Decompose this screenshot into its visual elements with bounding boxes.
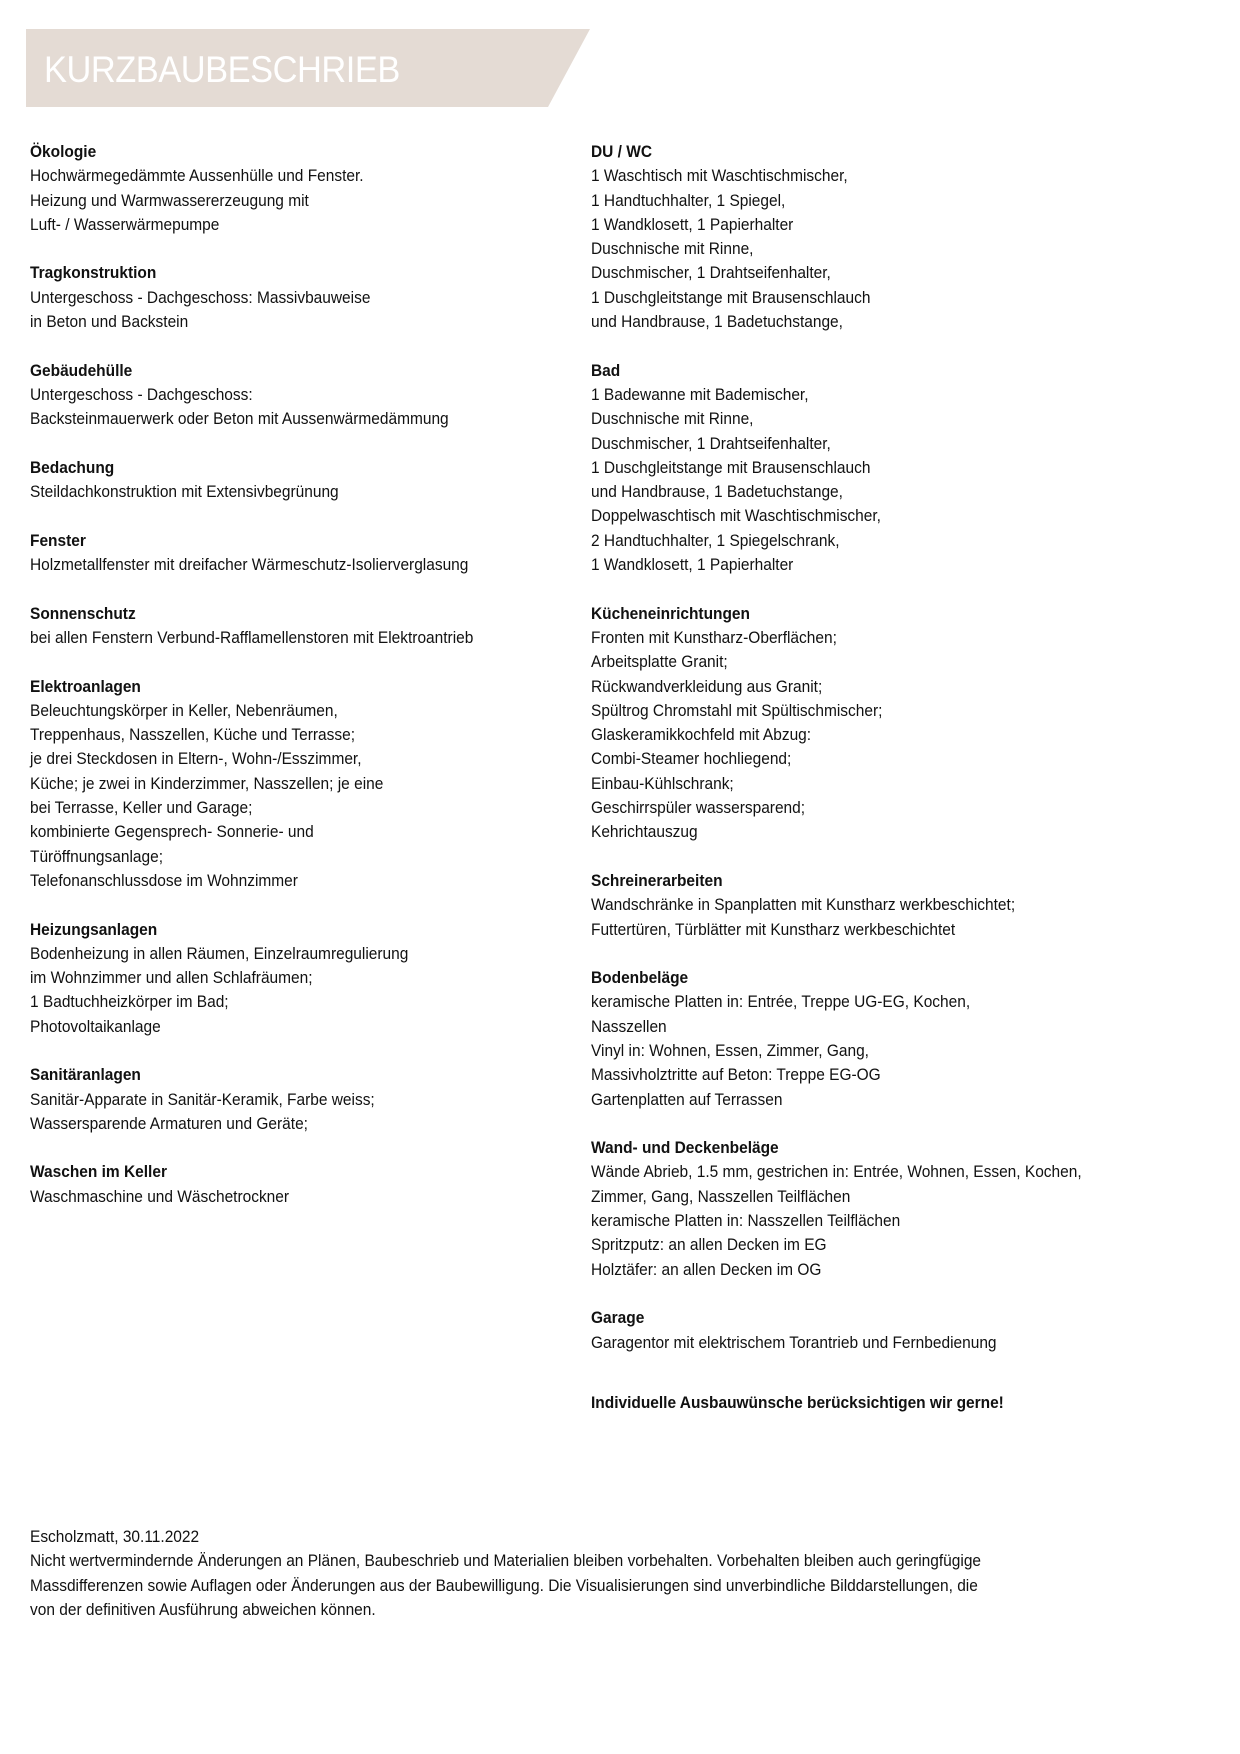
section-title: DU / WC bbox=[591, 143, 653, 161]
section-line: Massivholztritte auf Beton: Treppe EG-OG bbox=[591, 1066, 881, 1085]
spec-section bbox=[591, 602, 1211, 845]
section-line: Waschmaschine und Wäschetrockner bbox=[30, 1187, 290, 1206]
section-line: Doppelwaschtisch mit Waschtischmischer, bbox=[591, 507, 881, 526]
section-line: im Wohnzimmer und allen Schlafräumen; bbox=[30, 969, 313, 988]
section-title: Bodenbeläge bbox=[591, 969, 689, 988]
closing-note: Individuelle Ausbauwünsche berücksichtigen wir gerne! bbox=[591, 1393, 1004, 1412]
section-line: 2 Handtuchhalter, 1 Spiegelschrank, bbox=[591, 531, 840, 550]
disclaimer-line: Nicht wertvermindernde Änderungen an Plänen, Baubeschrieb und Materialien bleiben vorbehalten. Vorbehalten bleiben auch geringfügige bbox=[30, 1552, 982, 1571]
section-line: und Handbrause, 1 Badetuchstange, bbox=[591, 483, 843, 502]
section-line: Duschnische mit Rinne, bbox=[591, 410, 754, 429]
section-line: Combi-Steamer hochliegend; bbox=[591, 750, 792, 769]
spec-section bbox=[30, 456, 570, 505]
section-line: Küche; je zwei in Kinderzimmer, Nasszellen; je eine bbox=[30, 774, 384, 793]
section-title: Sanitäranlagen bbox=[30, 1066, 141, 1085]
spec-section bbox=[591, 869, 1211, 942]
section-line: Untergeschoss - Dachgeschoss: Massivbauweise bbox=[30, 288, 371, 307]
section-line: Zimmer, Gang, Nasszellen Teilflächen bbox=[591, 1187, 851, 1206]
section-title: Ökologie bbox=[30, 143, 97, 161]
section-line: Luft- / Wasserwärmepumpe bbox=[30, 215, 220, 234]
section-line: Hochwärmegedämmte Aussenhülle und Fenster. bbox=[30, 167, 364, 186]
section-line: Gartenplatten auf Terrassen bbox=[591, 1090, 783, 1109]
section-line: Glaskeramikkochfeld mit Abzug: bbox=[591, 726, 812, 745]
spec-section bbox=[591, 140, 1211, 334]
section-title: Tragkonstruktion bbox=[30, 264, 157, 283]
section-title: Kücheneinrichtungen bbox=[591, 604, 750, 623]
spec-section bbox=[591, 1306, 1211, 1355]
spec-section bbox=[30, 529, 570, 578]
section-line: in Beton und Backstein bbox=[30, 313, 189, 332]
spec-section bbox=[30, 359, 570, 432]
section-line: Steildachkonstruktion mit Extensivbegrünung bbox=[30, 483, 339, 502]
section-line: Duschmischer, 1 Drahtseifenhalter, bbox=[591, 434, 831, 453]
section-line: Garagentor mit elektrischem Torantrieb und Fernbedienung bbox=[591, 1333, 997, 1352]
section-line: Duschnische mit Rinne, bbox=[591, 240, 754, 259]
section-line: Wandschränke in Spanplatten mit Kunstharz werkbeschichtet; bbox=[591, 896, 1016, 915]
section-line: Rückwandverkleidung aus Granit; bbox=[591, 677, 823, 696]
section-title: Bad bbox=[591, 361, 621, 380]
section-line: Kehrichtauszug bbox=[591, 823, 698, 842]
section-line: 1 Waschtisch mit Waschtischmischer, bbox=[591, 167, 848, 186]
section-line: Photovoltaikanlage bbox=[30, 1017, 161, 1036]
section-line: je drei Steckdosen in Eltern-, Wohn-/Esszimmer, bbox=[30, 750, 362, 769]
section-line: Telefonanschlussdose im Wohnzimmer bbox=[30, 871, 298, 890]
title-banner bbox=[26, 29, 590, 107]
section-line: Treppenhaus, Nasszellen, Küche und Terrasse; bbox=[30, 726, 356, 745]
spec-section bbox=[591, 966, 1211, 1112]
section-line: 1 Badewanne mit Bademischer, bbox=[591, 385, 809, 404]
section-title: Sonnenschutz bbox=[30, 604, 136, 623]
section-line: kombinierte Gegensprech- Sonnerie- und bbox=[30, 823, 314, 842]
section-line: Backsteinmauerwerk oder Beton mit Aussenwärmedämmung bbox=[30, 410, 449, 429]
disclaimer-line: von der definitiven Ausführung abweichen können. bbox=[30, 1600, 376, 1619]
section-line: Arbeitsplatte Granit; bbox=[591, 653, 728, 672]
spec-section bbox=[30, 140, 570, 237]
section-line: Beleuchtungskörper in Keller, Nebenräumen, bbox=[30, 701, 338, 720]
section-title: Garage bbox=[591, 1309, 645, 1328]
section-title: Heizungsanlagen bbox=[30, 920, 158, 939]
section-line: Wände Abrieb, 1.5 mm, gestrichen in: Entrée, Wohnen, Essen, Kochen, bbox=[591, 1163, 1082, 1182]
disclaimer-line: Massdifferenzen sowie Auflagen oder Änderungen aus der Baubewilligung. Die Visualisierungen sind unverbindliche Bilddarstellungen, die bbox=[30, 1576, 978, 1595]
section-line: 1 Handtuchhalter, 1 Spiegel, bbox=[591, 191, 786, 210]
section-line: Futtertüren, Türblätter mit Kunstharz werkbeschichtet bbox=[591, 920, 956, 939]
section-line: Holzmetallfenster mit dreifacher Wärmeschutz-Isolierverglasung bbox=[30, 556, 469, 575]
section-line: Heizung und Warmwassererzeugung mit bbox=[30, 191, 309, 210]
footer bbox=[30, 1525, 1210, 1622]
section-line: Einbau-Kühlschrank; bbox=[591, 774, 734, 793]
spec-section bbox=[30, 1063, 570, 1136]
spec-section bbox=[30, 918, 570, 1039]
section-line: Vinyl in: Wohnen, Essen, Zimmer, Gang, bbox=[591, 1041, 869, 1060]
section-line: 1 Wandklosett, 1 Papierhalter bbox=[591, 215, 794, 234]
section-title: Schreinerarbeiten bbox=[591, 871, 723, 890]
section-title: Bedachung bbox=[30, 458, 115, 477]
section-line: Sanitär-Apparate in Sanitär-Keramik, Farbe weiss; bbox=[30, 1090, 375, 1109]
section-line: 1 Duschgleitstange mit Brausenschlauch bbox=[591, 458, 871, 477]
page-title: KURZBAUBESCHRIEB bbox=[44, 49, 400, 90]
section-line: und Handbrause, 1 Badetuchstange, bbox=[591, 313, 843, 332]
left-column bbox=[30, 140, 570, 1233]
spec-section bbox=[30, 602, 570, 651]
section-line: keramische Platten in: Nasszellen Teilflächen bbox=[591, 1212, 901, 1231]
section-line: Duschmischer, 1 Drahtseifenhalter, bbox=[591, 264, 831, 283]
section-line: Holztäfer: an allen Decken im OG bbox=[591, 1260, 822, 1279]
section-line: 1 Duschgleitstange mit Brausenschlauch bbox=[591, 288, 871, 307]
section-line: Fronten mit Kunstharz-Oberflächen; bbox=[591, 628, 837, 647]
section-line: keramische Platten in: Entrée, Treppe UG-EG, Kochen, bbox=[591, 993, 971, 1012]
section-title: Fenster bbox=[30, 531, 86, 550]
right-column bbox=[591, 140, 1211, 1415]
section-title: Elektroanlagen bbox=[30, 677, 141, 696]
section-line: Spritzputz: an allen Decken im EG bbox=[591, 1236, 827, 1255]
section-title: Gebäudehülle bbox=[30, 361, 133, 380]
section-line: 1 Badtuchheizkörper im Bad; bbox=[30, 993, 229, 1012]
section-line: bei allen Fenstern Verbund-Rafflamellenstoren mit Elektroantrieb bbox=[30, 628, 474, 647]
section-title: Wand- und Deckenbeläge bbox=[591, 1139, 779, 1158]
section-line: Türöffnungsanlage; bbox=[30, 847, 164, 866]
section-line: Spültrog Chromstahl mit Spültischmischer; bbox=[591, 701, 883, 720]
spec-section bbox=[30, 1160, 570, 1209]
place-date: Escholzmatt, 30.11.2022 bbox=[30, 1528, 200, 1546]
section-line: Untergeschoss - Dachgeschoss: bbox=[30, 385, 253, 404]
section-line: Geschirrspüler wassersparend; bbox=[591, 799, 806, 818]
spec-section bbox=[30, 261, 570, 334]
spec-section bbox=[591, 1136, 1211, 1282]
section-line: 1 Wandklosett, 1 Papierhalter bbox=[591, 556, 794, 575]
section-line: Nasszellen bbox=[591, 1017, 667, 1036]
spec-section bbox=[30, 675, 570, 894]
section-title: Waschen im Keller bbox=[30, 1163, 167, 1182]
section-line: bei Terrasse, Keller und Garage; bbox=[30, 799, 253, 818]
section-line: Bodenheizung in allen Räumen, Einzelraumregulierung bbox=[30, 944, 409, 963]
spec-section bbox=[591, 359, 1211, 578]
section-line: Wassersparende Armaturen und Geräte; bbox=[30, 1114, 308, 1133]
